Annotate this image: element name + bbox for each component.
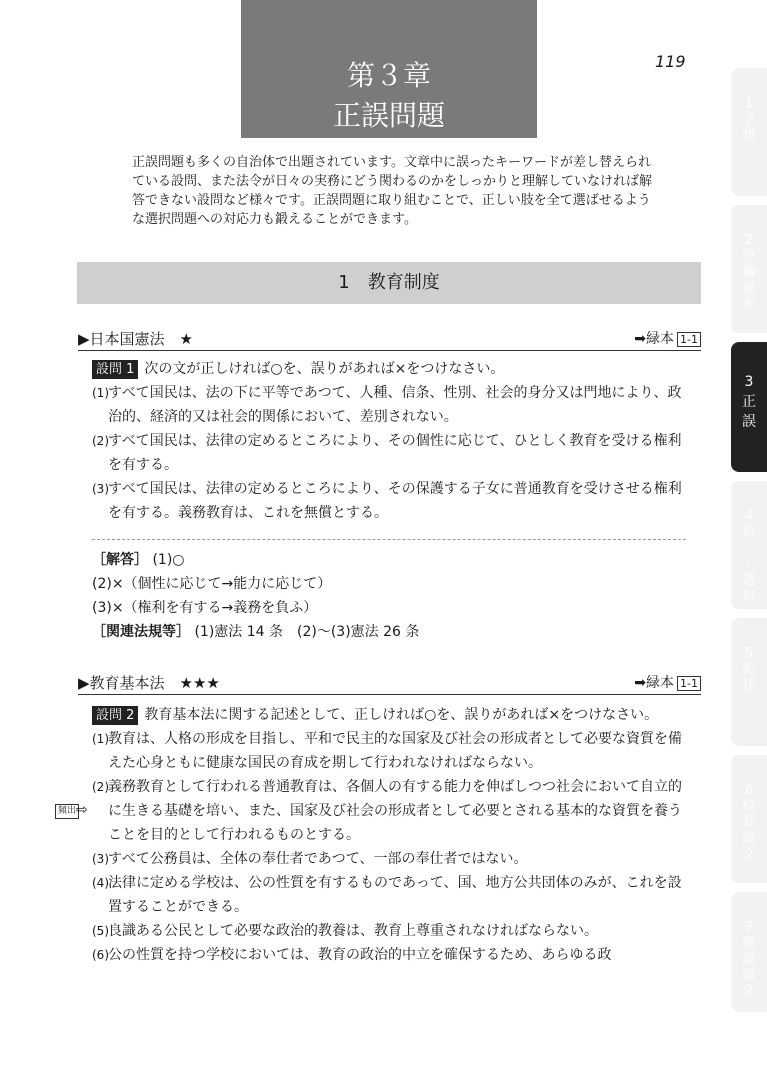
related-label: ［関連法規等］ — [92, 624, 190, 640]
chapter-title: 正誤問題 — [332, 99, 445, 132]
question-1 — [92, 357, 692, 525]
reference-link[interactable] — [634, 330, 701, 349]
chapter-intro: 正誤問題も多くの自治体で出題されています。文章中に誤ったキーワードが差し替えられている設問、また法令が日々の実務にどう関わるのかをしっかりと理解していなければ解答できない設問など様々です。正誤問題に取り組むことで、正しい肢を全て選ばせるような選択問題への対応力も鍛えることができます。 — [132, 155, 653, 227]
badge-arrow-icon: ⇨ — [76, 802, 88, 818]
reference-label: ➡緑本 — [634, 331, 675, 347]
chapter-number: 第３章 — [346, 59, 431, 92]
item-number: (4) — [92, 876, 109, 890]
answer-label: ［解答］ — [92, 552, 148, 568]
list-item — [92, 727, 692, 775]
side-tab-5[interactable] — [731, 618, 767, 746]
frequent-badge: 頻出 — [55, 804, 79, 819]
side-tab-num: 1 — [744, 96, 754, 111]
answer-line: (2)×（個性に応じて→能力に応じて） — [92, 576, 332, 592]
side-tab-char: 誤 — [742, 414, 756, 430]
answer-1 — [92, 548, 692, 644]
item-text: 法律に定める学校は、公の性質を有するものであって、国、地方公共団体のみが、これを設置することができる。 — [108, 875, 682, 915]
side-tab-char: 頭 — [742, 952, 756, 967]
side-tab-char: 述 — [742, 678, 756, 693]
side-tab-char: 論 — [742, 831, 756, 846]
answer-first: (1)○ — [152, 552, 185, 568]
topic-title: ▶日本国憲法 ★ — [78, 330, 193, 348]
side-tab-char: 択 — [742, 525, 756, 540]
item-number: (2) — [92, 434, 109, 448]
item-text: 公の性質を持つ学校においては、教育の政治的中立を確保するため、あらゆる政 — [108, 947, 612, 963]
question-label: 設問 1 — [92, 360, 138, 379]
side-tab-num: 5 — [744, 646, 754, 661]
side-tab-char: 論 — [742, 968, 756, 983]
side-tab-char: 択 — [742, 589, 756, 604]
reference-label: ➡緑本 — [634, 675, 675, 691]
side-tab-7[interactable] — [731, 892, 767, 1012]
side-tab-char: ・ — [742, 557, 756, 572]
side-tab-6[interactable] — [731, 755, 767, 883]
list-item — [92, 477, 692, 525]
question-label: 設問 2 — [92, 706, 138, 725]
side-tab-char: 想 — [742, 128, 756, 143]
topic-heading-basic-act — [78, 674, 701, 695]
side-tab-char: 空 — [742, 249, 756, 264]
item-number: (5) — [92, 924, 109, 938]
side-tab-char: 充 — [742, 297, 756, 312]
item-number: (1) — [92, 386, 109, 400]
side-tab-3-active[interactable] — [731, 342, 767, 472]
item-number: (3) — [92, 482, 109, 496]
item-text: すべて公務員は、全体の奉仕者であつて、一部の奉仕者ではない。 — [108, 851, 528, 867]
list-item — [92, 847, 692, 871]
page-number: 119 — [655, 52, 686, 71]
answer-line: (3)×（権利を有する→義務を負ふ） — [92, 600, 318, 616]
question-prompt: 次の文が正しければ○を、誤りがあれば×をつけなさい。 — [144, 361, 505, 377]
item-number: (2) — [92, 780, 109, 794]
side-tab-num: 7 — [744, 920, 754, 935]
question-prompt: 教育基本法に関する記述として、正しければ○を、誤りがあれば×をつけなさい。 — [144, 707, 659, 723]
item-text: 義務教育として行われる普通教育は、各個人の有する能力を伸ばしつつ社会において自立的に生きる基礎を培い、また、国家及び社会の形成者として必要とされる基本的な資質を養うことを目的として行われるものとする。 — [108, 779, 682, 843]
list-item — [92, 775, 692, 847]
reference-link[interactable] — [634, 674, 701, 693]
topic-heading-constitution — [78, 330, 701, 351]
side-tab-char: 補 — [742, 281, 756, 296]
side-tab-char: 校 — [742, 799, 756, 814]
list-item — [92, 381, 692, 429]
item-number: (3) — [92, 852, 109, 866]
list-item — [92, 919, 692, 943]
side-tab-num: 2 — [744, 233, 754, 248]
item-number: (1) — [92, 732, 109, 746]
item-text: 良識ある公民として必要な政治的教養は、教育上尊重されなければならない。 — [108, 923, 598, 939]
list-item — [92, 871, 692, 919]
list-item — [92, 943, 692, 967]
side-tab-char: 一 — [742, 541, 756, 556]
item-text: すべて国民は、法の下に平等であつて、人種、信条、性別、社会的身分又は門地により、政治的、経済的又は社会的関係において、差別されない。 — [108, 385, 682, 425]
related-text: (1)憲法 14 条 (2)〜(3)憲法 26 条 — [194, 624, 420, 640]
question-2 — [82, 703, 692, 967]
side-tab-char: 欄 — [742, 265, 756, 280]
side-tab-2[interactable] — [731, 205, 767, 333]
side-tab-char: 記 — [742, 662, 756, 677]
section-title: 1 教育制度 — [77, 262, 701, 304]
side-tab-char: 予 — [742, 112, 756, 127]
item-text: すべて国民は、法律の定めるところにより、その個性に応じて、ひとしく教育を受ける権利を有する。 — [108, 433, 682, 473]
side-tab-char: 正 — [742, 394, 756, 410]
divider — [92, 539, 686, 540]
side-tab-char: 選 — [742, 573, 756, 588]
topic-title: ▶教育基本法 ★★★ — [78, 674, 220, 692]
side-tab-1[interactable] — [731, 68, 767, 196]
side-tab-num: 3 — [744, 374, 754, 390]
side-tab-char: 教 — [742, 936, 756, 951]
side-tab-num: 4 — [744, 509, 754, 524]
list-item — [92, 429, 692, 477]
item-text: 教育は、人格の形成を目指し、平和で民主的な国家及び社会の形成者として必要な資質を備えた心身ともに健康な国民の育成を期して行われなければならない。 — [108, 731, 682, 771]
side-tab-4[interactable] — [731, 481, 767, 609]
reference-box: 1-1 — [677, 332, 701, 347]
reference-box: 1-1 — [677, 676, 701, 691]
chapter-header — [241, 0, 537, 138]
side-tab-char: 文 — [742, 847, 756, 862]
side-tab-char: 文 — [742, 984, 756, 999]
side-tab-char: 長 — [742, 815, 756, 830]
side-tab-num: 6 — [744, 783, 754, 798]
item-number: (6) — [92, 948, 109, 962]
item-text: すべて国民は、法律の定めるところにより、その保護する子女に普通教育を受けさせる権利を有する。義務教育は、これを無償とする。 — [108, 481, 682, 521]
